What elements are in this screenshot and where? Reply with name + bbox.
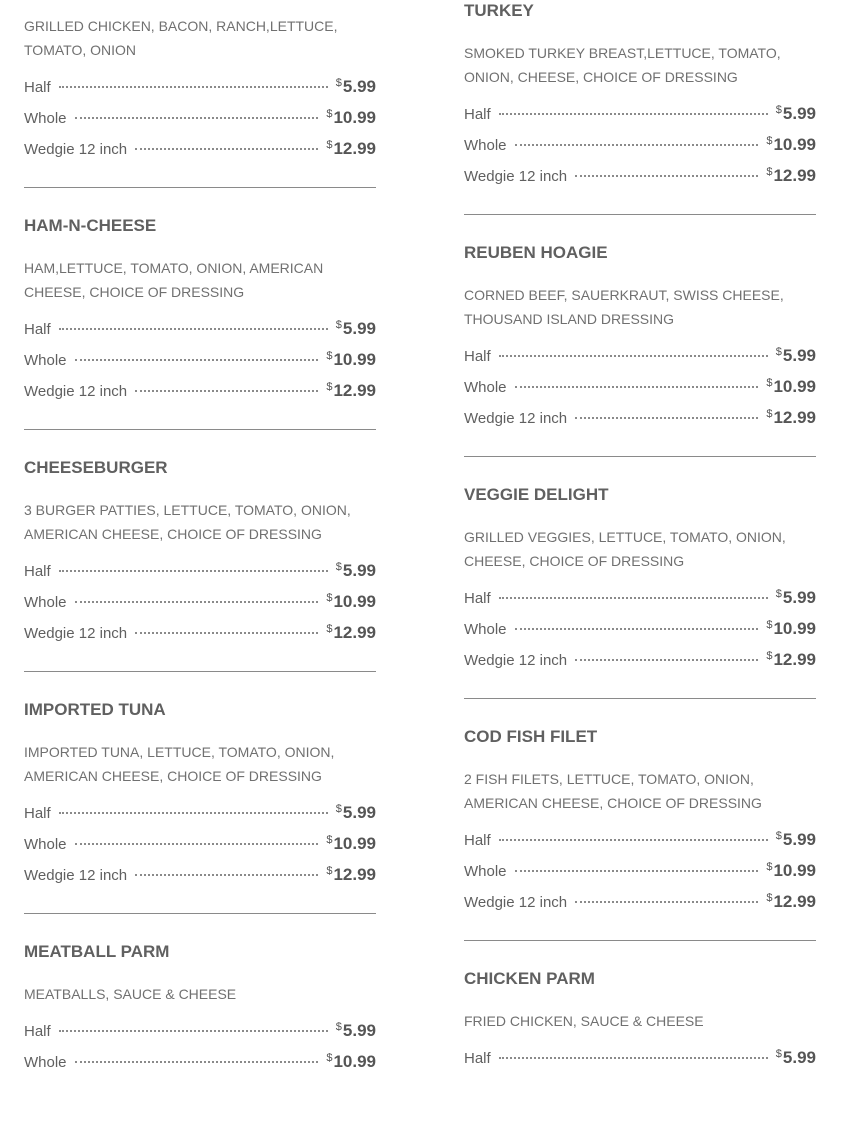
size-label: Half	[464, 590, 491, 607]
dot-leader	[75, 600, 319, 603]
dot-leader	[515, 627, 759, 630]
size-label: Wedgie 12 inch	[464, 168, 568, 185]
price-value	[766, 613, 816, 644]
price-value	[766, 402, 816, 433]
menu-column-left	[24, 0, 376, 1127]
price-row-whole	[24, 102, 376, 133]
price-row-half	[24, 555, 376, 586]
price-value	[776, 1042, 816, 1073]
dot-leader	[59, 85, 328, 88]
size-label: Wedgie 12 inch	[464, 894, 568, 911]
price-row-half	[464, 98, 816, 129]
size-label: Whole	[24, 110, 67, 127]
dot-leader	[135, 147, 318, 150]
price-value	[776, 340, 816, 371]
price-value	[326, 828, 376, 859]
dot-leader	[575, 658, 758, 661]
price-row-wedgie-12-inch	[24, 375, 376, 406]
price-amount: 5.99	[782, 104, 816, 123]
currency-symbol: $	[326, 1052, 333, 1064]
menu-item-description: HAM,LETTUCE, TOMATO, ONION, AMERICAN CHEESE, CHOICE OF DRESSING	[24, 260, 324, 300]
price-value	[326, 375, 376, 406]
price-row-whole	[24, 344, 376, 375]
price-value	[336, 797, 376, 828]
menu-item-description: 2 FISH FILETS, LETTUCE, TOMATO, ONION, AMERICAN CHEESE, CHOICE OF DRESSING	[464, 771, 762, 811]
menu-item-chicken-bacon-ranch	[24, 0, 376, 188]
dot-leader	[499, 1056, 768, 1059]
menu-item-imported-tuna	[24, 699, 376, 914]
size-label: Half	[464, 1050, 491, 1067]
price-amount: 10.99	[333, 350, 376, 369]
menu-item-title: IMPORTED TUNA	[24, 700, 166, 719]
menu-item-ham-n-cheese	[24, 215, 376, 430]
price-amount: 10.99	[333, 834, 376, 853]
menu-item-cheeseburger	[24, 457, 376, 672]
price-value	[326, 586, 376, 617]
size-label: Wedgie 12 inch	[464, 652, 568, 669]
dot-leader	[515, 869, 759, 872]
price-amount: 5.99	[782, 588, 816, 607]
size-label: Half	[464, 106, 491, 123]
menu-item-description: FRIED CHICKEN, SAUCE & CHEESE	[464, 1013, 704, 1029]
currency-symbol: $	[335, 561, 342, 573]
price-amount: 5.99	[782, 1048, 816, 1067]
price-value	[336, 313, 376, 344]
menu-item-chicken-parm	[464, 968, 816, 1096]
price-amount: 10.99	[333, 592, 376, 611]
price-row-wedgie-12-inch	[464, 886, 816, 917]
price-amount: 10.99	[773, 619, 816, 638]
size-label: Half	[464, 348, 491, 365]
dot-leader	[59, 1029, 328, 1032]
price-amount: 10.99	[773, 135, 816, 154]
menu-column-right	[464, 0, 816, 1123]
dot-leader	[575, 174, 758, 177]
price-row-wedgie-12-inch	[464, 160, 816, 191]
dot-leader	[59, 327, 328, 330]
dot-leader	[515, 143, 759, 146]
dot-leader	[75, 358, 319, 361]
currency-symbol: $	[326, 865, 333, 877]
currency-symbol: $	[775, 346, 782, 358]
price-amount: 12.99	[773, 408, 816, 427]
menu-item-description: IMPORTED TUNA, LETTUCE, TOMATO, ONION, AMERICAN CHEESE, CHOICE OF DRESSING	[24, 744, 335, 784]
menu-item-title: CHICKEN PARM	[464, 969, 595, 988]
currency-symbol: $	[775, 588, 782, 600]
dot-leader	[575, 416, 758, 419]
price-value	[336, 555, 376, 586]
menu-item-description: 3 BURGER PATTIES, LETTUCE, TOMATO, ONION, AMERICAN CHEESE, CHOICE OF DRESSING	[24, 502, 351, 542]
menu-item-turkey	[464, 0, 816, 215]
price-amount: 12.99	[333, 139, 376, 158]
price-amount: 5.99	[342, 319, 376, 338]
currency-symbol: $	[766, 861, 773, 873]
menu-item-title: VEGGIE DELIGHT	[464, 485, 609, 504]
price-amount: 12.99	[333, 381, 376, 400]
price-row-wedgie-12-inch	[464, 644, 816, 675]
price-amount: 5.99	[342, 561, 376, 580]
size-label: Whole	[464, 621, 507, 638]
price-amount: 10.99	[773, 861, 816, 880]
currency-symbol: $	[326, 834, 333, 846]
menu-item-title: HAM-N-CHEESE	[24, 216, 157, 235]
price-value	[766, 644, 816, 675]
price-amount: 10.99	[333, 108, 376, 127]
dot-leader	[75, 1060, 319, 1063]
price-row-half	[24, 313, 376, 344]
size-label: Whole	[464, 863, 507, 880]
size-label: Wedgie 12 inch	[24, 625, 128, 642]
currency-symbol: $	[335, 319, 342, 331]
price-amount: 5.99	[342, 1021, 376, 1040]
dot-leader	[75, 116, 319, 119]
currency-symbol: $	[766, 377, 773, 389]
price-amount: 10.99	[333, 1052, 376, 1071]
price-row-half	[464, 582, 816, 613]
price-row-half	[24, 71, 376, 102]
price-amount: 10.99	[773, 377, 816, 396]
size-label: Wedgie 12 inch	[24, 867, 128, 884]
size-label: Half	[24, 805, 51, 822]
price-value	[326, 102, 376, 133]
dot-leader	[575, 900, 758, 903]
currency-symbol: $	[326, 108, 333, 120]
price-row-whole	[24, 1046, 376, 1077]
dot-leader	[135, 389, 318, 392]
menu-item-cod-fish-filet	[464, 726, 816, 941]
price-row-half	[24, 1015, 376, 1046]
price-amount: 12.99	[333, 623, 376, 642]
price-amount: 5.99	[782, 830, 816, 849]
currency-symbol: $	[326, 139, 333, 151]
price-row-wedgie-12-inch	[24, 617, 376, 648]
dot-leader	[59, 811, 328, 814]
currency-symbol: $	[766, 619, 773, 631]
price-value	[326, 344, 376, 375]
size-label: Whole	[24, 836, 67, 853]
menu-item-title: REUBEN HOAGIE	[464, 243, 608, 262]
price-row-half	[464, 340, 816, 371]
dot-leader	[135, 631, 318, 634]
dot-leader	[135, 873, 318, 876]
size-label: Half	[24, 321, 51, 338]
dot-leader	[499, 596, 768, 599]
price-value	[326, 617, 376, 648]
price-value	[776, 582, 816, 613]
currency-symbol: $	[766, 408, 773, 420]
size-label: Wedgie 12 inch	[464, 410, 568, 427]
size-label: Half	[464, 832, 491, 849]
currency-symbol: $	[766, 135, 773, 147]
price-value	[336, 1015, 376, 1046]
price-value	[766, 371, 816, 402]
currency-symbol: $	[335, 803, 342, 815]
price-amount: 12.99	[773, 892, 816, 911]
price-value	[326, 1046, 376, 1077]
menu-item-title: MEATBALL PARM	[24, 942, 170, 961]
size-label: Whole	[464, 379, 507, 396]
price-amount: 12.99	[773, 650, 816, 669]
dot-leader	[515, 385, 759, 388]
currency-symbol: $	[326, 381, 333, 393]
size-label: Whole	[24, 594, 67, 611]
currency-symbol: $	[326, 592, 333, 604]
price-row-whole	[464, 855, 816, 886]
currency-symbol: $	[775, 104, 782, 116]
currency-symbol: $	[326, 623, 333, 635]
menu-item-description: SMOKED TURKEY BREAST,LETTUCE, TOMATO, ONION, CHEESE, CHOICE OF DRESSING	[464, 45, 781, 85]
price-amount: 5.99	[342, 803, 376, 822]
price-row-half	[24, 797, 376, 828]
price-amount: 5.99	[782, 346, 816, 365]
price-row-whole	[464, 129, 816, 160]
price-amount: 5.99	[342, 77, 376, 96]
size-label: Half	[24, 1023, 51, 1040]
size-label: Wedgie 12 inch	[24, 141, 128, 158]
price-row-whole	[464, 371, 816, 402]
dot-leader	[59, 569, 328, 572]
price-row-half	[464, 824, 816, 855]
price-amount: 12.99	[773, 166, 816, 185]
price-row-whole	[464, 613, 816, 644]
currency-symbol: $	[335, 1021, 342, 1033]
currency-symbol: $	[326, 350, 333, 362]
price-value	[766, 160, 816, 191]
price-row-whole	[24, 828, 376, 859]
price-row-wedgie-12-inch	[24, 133, 376, 164]
currency-symbol: $	[766, 892, 773, 904]
currency-symbol: $	[775, 830, 782, 842]
currency-symbol: $	[766, 166, 773, 178]
price-value	[766, 129, 816, 160]
size-label: Half	[24, 79, 51, 96]
menu-item-reuben-hoagie	[464, 242, 816, 457]
price-value	[776, 98, 816, 129]
currency-symbol: $	[766, 650, 773, 662]
price-value	[776, 824, 816, 855]
size-label: Whole	[464, 137, 507, 154]
menu-item-description: CORNED BEEF, SAUERKRAUT, SWISS CHEESE, THOUSAND ISLAND DRESSING	[464, 287, 784, 327]
price-value	[326, 859, 376, 890]
menu-item-meatball-parm	[24, 941, 376, 1100]
size-label: Half	[24, 563, 51, 580]
price-row-whole	[24, 586, 376, 617]
price-amount: 12.99	[333, 865, 376, 884]
price-value	[766, 886, 816, 917]
size-label: Whole	[24, 1054, 67, 1071]
currency-symbol: $	[775, 1048, 782, 1060]
menu-item-description: GRILLED VEGGIES, LETTUCE, TOMATO, ONION, CHEESE, CHOICE OF DRESSING	[464, 529, 786, 569]
price-row-half	[464, 1042, 816, 1073]
size-label: Whole	[24, 352, 67, 369]
price-value	[326, 133, 376, 164]
dot-leader	[75, 842, 319, 845]
dot-leader	[499, 112, 768, 115]
menu-item-title: CHEESEBURGER	[24, 458, 168, 477]
menu-item-description: MEATBALLS, SAUCE & CHEESE	[24, 986, 237, 1002]
price-row-wedgie-12-inch	[24, 859, 376, 890]
price-value	[336, 71, 376, 102]
menu-item-title: COD FISH FILET	[464, 727, 598, 746]
menu-item-title: TURKEY	[464, 1, 534, 20]
price-value	[766, 855, 816, 886]
menu-item-description: GRILLED CHICKEN, BACON, RANCH,LETTUCE, TOMATO, ONION	[24, 18, 338, 58]
currency-symbol: $	[335, 77, 342, 89]
size-label: Wedgie 12 inch	[24, 383, 128, 400]
price-row-wedgie-12-inch	[464, 402, 816, 433]
dot-leader	[499, 354, 768, 357]
menu-item-veggie-delight	[464, 484, 816, 699]
dot-leader	[499, 838, 768, 841]
